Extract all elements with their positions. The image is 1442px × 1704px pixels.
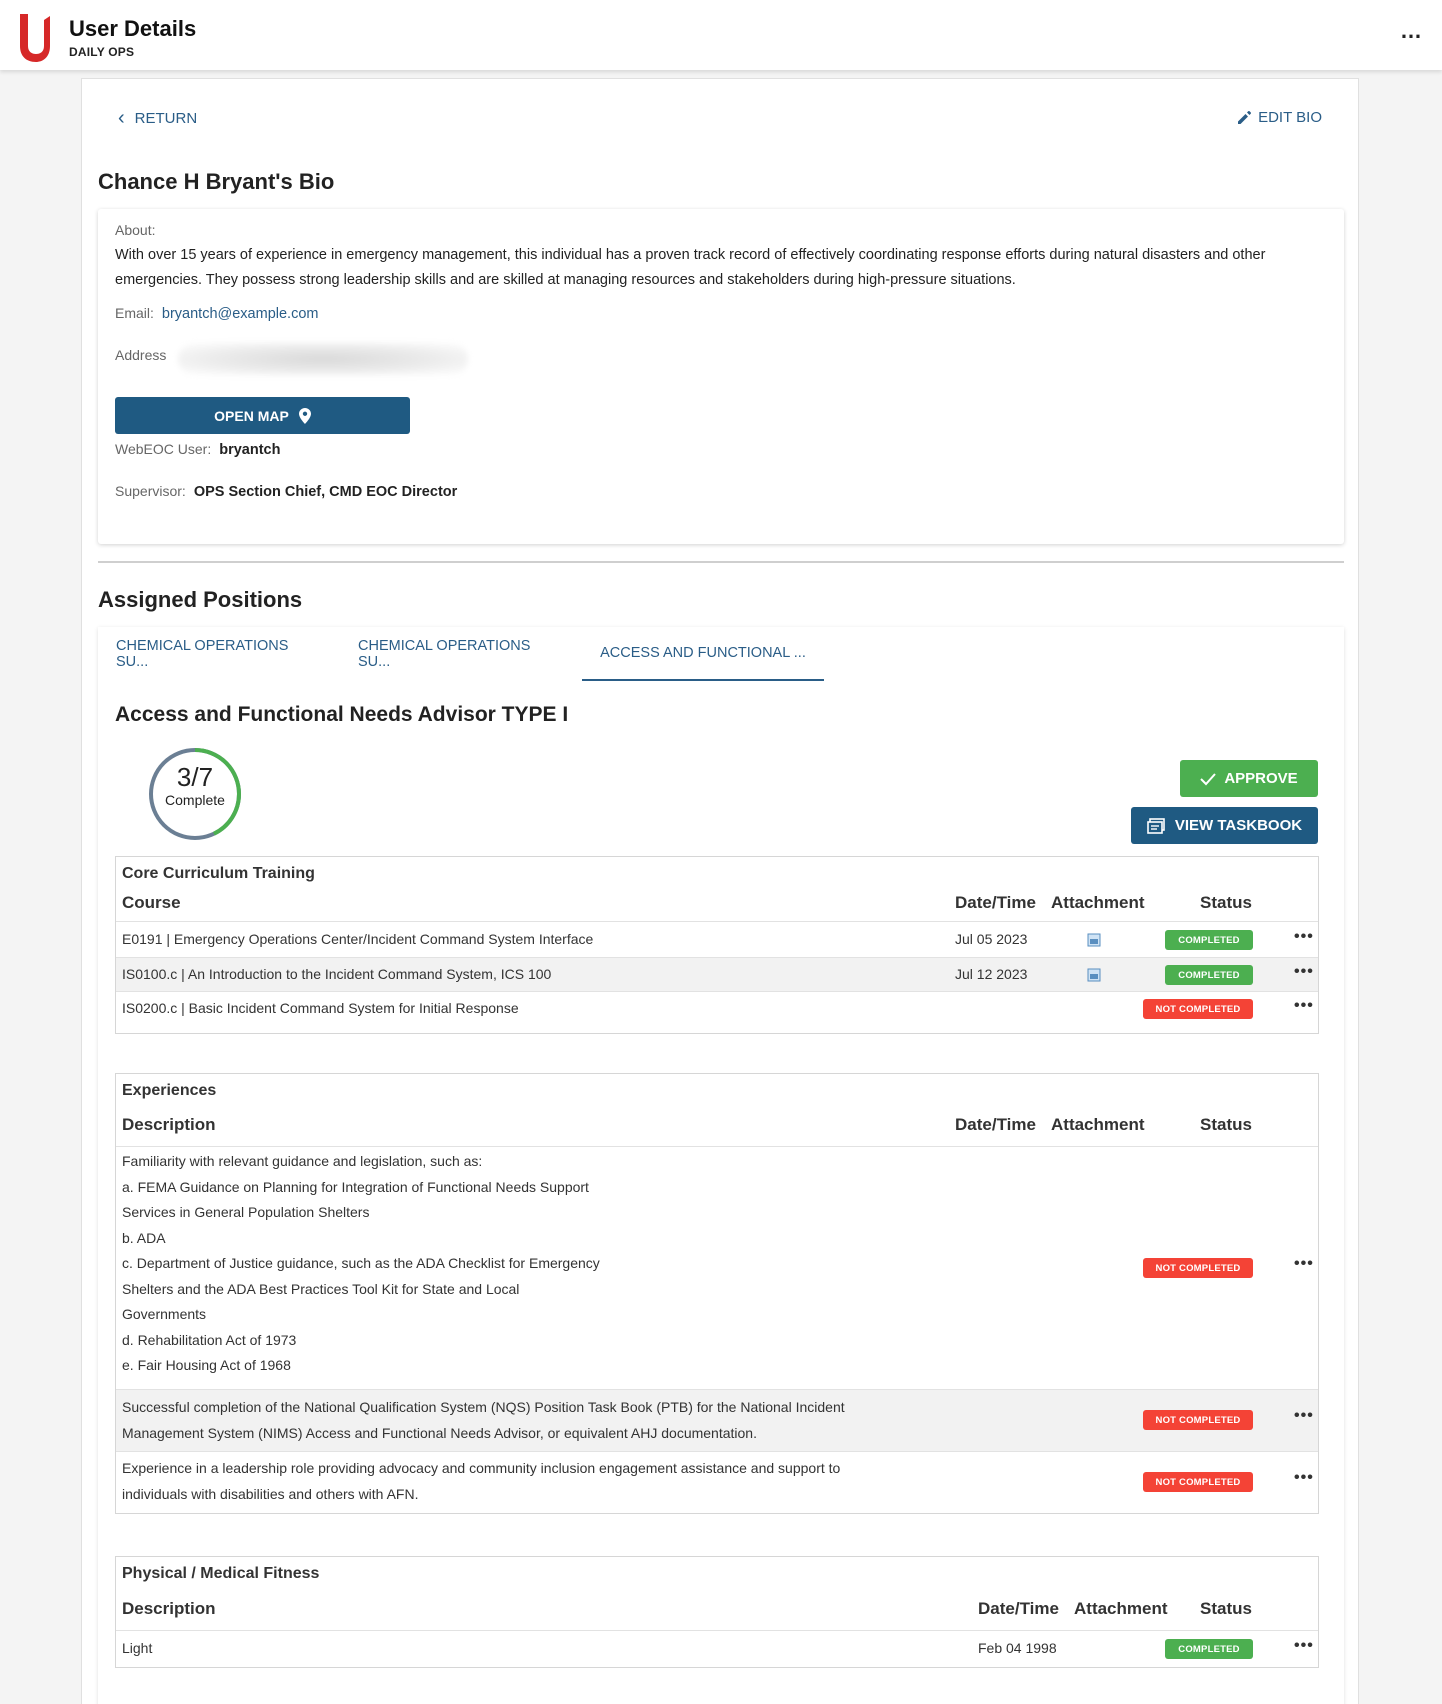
status-header: Status [1200, 1599, 1252, 1618]
taskbook-icon [1147, 818, 1165, 834]
table-row [116, 1146, 1318, 1389]
description-line: a. FEMA Guidance on Planning for Integration of Functional Needs Support [122, 1178, 589, 1195]
webeoc-value: bryantch [219, 442, 281, 458]
supervisor-label: Supervisor: [115, 483, 186, 499]
attachment-header: Attachment [1074, 1599, 1168, 1618]
experience-description [122, 1149, 600, 1379]
progress-fraction: 3/7 [176, 762, 214, 792]
row-menu-icon[interactable]: ••• [1294, 928, 1314, 945]
row-menu-icon[interactable]: ••• [1294, 1255, 1314, 1272]
row-menu-icon[interactable]: ••• [1294, 997, 1314, 1014]
attachment-header: Attachment [1051, 1115, 1145, 1134]
course-name: E0191 | Emergency Operations Center/Incident Command System Interface [122, 931, 594, 947]
attachment-icon[interactable] [1087, 968, 1101, 982]
table-row [116, 1630, 1318, 1667]
course-date: Jul 12 2023 [955, 966, 1028, 982]
description-line: Successful completion of the National Qualification System (NQS) Position Task Book (PTB) for the National Incident [122, 1399, 845, 1415]
view-taskbook-label: VIEW TASKBOOK [1174, 817, 1303, 834]
course-name: IS0100.c | An Introduction to the Incident Command System, ICS 100 [122, 966, 552, 982]
return-label: RETURN [134, 109, 198, 127]
pencil-icon [1236, 110, 1252, 126]
view-taskbook-button[interactable] [1131, 807, 1318, 844]
description-line: Familiarity with relevant guidance and legislation, such as: [122, 1153, 483, 1169]
attachment-header: Attachment [1051, 893, 1145, 912]
supervisor-row [115, 483, 457, 500]
date-header: Date/Time [978, 1599, 1059, 1618]
tab-access-and-functional[interactable]: ACCESS AND FUNCTIONAL ... [582, 627, 824, 681]
description-line: Experience in a leadership role providing advocacy and community inclusion engagement assistance and support to [122, 1460, 841, 1476]
date-header: Date/Time [955, 1115, 1036, 1134]
address-label: Address [115, 347, 167, 363]
experience-description [122, 1456, 840, 1507]
experiences-title: Experiences [122, 1082, 217, 1099]
attachment-icon[interactable] [1087, 933, 1101, 947]
table-row [116, 1451, 1318, 1513]
description-line: Governments [122, 1306, 207, 1322]
status-header: Status [1200, 1115, 1252, 1134]
app-bar [0, 0, 1442, 70]
edit-bio-label: EDIT BIO [1258, 109, 1322, 126]
description-line: d. Rehabilitation Act of 1973 [122, 1331, 297, 1348]
app-title: User Details [69, 16, 197, 41]
table-row [116, 1389, 1318, 1451]
table-row [116, 921, 1318, 957]
status-badge: COMPLETED [1165, 965, 1253, 985]
supervisor-value: OPS Section Chief, CMD EOC Director [193, 484, 458, 500]
description-line: Services in General Population Shelters [122, 1204, 370, 1220]
physical-fitness-title: Physical / Medical Fitness [122, 1565, 320, 1582]
date-header: Date/Time [955, 893, 1036, 912]
description-line: individuals with disabilities and others with AFN. [122, 1485, 419, 1502]
chevron-left-icon: ‹ [118, 107, 125, 129]
position-title: Access and Functional Needs Advisor TYPE I [115, 703, 569, 726]
about-label: About: [115, 222, 156, 238]
more-menu-icon[interactable]: … [1400, 18, 1422, 43]
fitness-date: Feb 04 1998 [978, 1640, 1057, 1656]
status-badge: NOT COMPLETED [1143, 1472, 1253, 1492]
row-menu-icon[interactable]: ••• [1294, 1469, 1314, 1486]
description-line: Shelters and the ADA Best Practices Tool Kit for State and Local [122, 1280, 520, 1297]
course-date: Jul 05 2023 [955, 931, 1028, 947]
tab-chemical-operations-2[interactable]: CHEMICAL OPERATIONS SU... [358, 638, 531, 670]
row-menu-icon[interactable]: ••• [1294, 1407, 1314, 1424]
about-text: With over 15 years of experience in emergency management, this individual has a proven track record of effectively coordinating response efforts during natural disasters and other emergencies. They possess strong leadership skills and are skilled at managing resources and stakeholders during high-pressure situations. [115, 247, 1266, 288]
status-badge: NOT COMPLETED [1143, 999, 1253, 1019]
description-line: c. Department of Justice guidance, such as the ADA Checklist for Emergency [122, 1255, 600, 1271]
experience-description [122, 1395, 845, 1446]
fitness-description: Light [122, 1640, 153, 1656]
email-link[interactable]: bryantch@example.com [161, 306, 319, 322]
table-row [116, 957, 1318, 991]
table-row [116, 991, 1318, 1027]
map-pin-icon [299, 408, 311, 424]
logo-icon [16, 12, 52, 64]
progress-text [145, 762, 245, 808]
app-subtitle: DAILY OPS [69, 45, 135, 59]
description-line: b. ADA [122, 1229, 166, 1246]
description-header: Description [122, 1599, 216, 1618]
experiences-table [115, 1073, 1319, 1514]
webeoc-row [115, 441, 280, 458]
email-row [115, 305, 318, 322]
row-menu-icon[interactable]: ••• [1294, 1637, 1314, 1654]
assigned-positions-title: Assigned Positions [98, 587, 303, 612]
physical-fitness-table [115, 1556, 1319, 1668]
status-badge: COMPLETED [1165, 1639, 1253, 1659]
positions-panel [98, 627, 1344, 1704]
webeoc-label: WebEOC User: [115, 441, 212, 457]
return-link[interactable] [118, 109, 197, 127]
status-header: Status [1200, 893, 1252, 912]
description-line: Management System (NIMS) Access and Functional Needs Advisor, or equivalent AHJ documentation. [122, 1424, 757, 1441]
row-menu-icon[interactable]: ••• [1294, 963, 1314, 980]
description-line: e. Fair Housing Act of 1968 [122, 1357, 291, 1373]
status-badge: NOT COMPLETED [1143, 1410, 1253, 1430]
section-divider [98, 561, 1344, 563]
address-redacted [178, 343, 468, 375]
core-curriculum-title: Core Curriculum Training [122, 865, 315, 882]
status-badge: COMPLETED [1165, 930, 1253, 950]
bio-title: Chance H Bryant's Bio [98, 169, 335, 194]
open-map-label: OPEN MAP [214, 407, 289, 424]
tab-chemical-operations-1[interactable]: CHEMICAL OPERATIONS SU... [116, 638, 289, 670]
approve-label: APPROVE [1224, 770, 1298, 787]
core-curriculum-table [115, 856, 1319, 1034]
position-tabs [98, 627, 824, 681]
user-details-card [81, 78, 1359, 1704]
email-label: Email: [115, 305, 154, 321]
status-badge: NOT COMPLETED [1143, 1258, 1253, 1278]
description-header: Description [122, 1115, 216, 1134]
open-map-button[interactable] [115, 397, 410, 434]
course-name: IS0200.c | Basic Incident Command System for Initial Response [122, 1000, 519, 1016]
check-icon [1200, 772, 1216, 786]
progress-label: Complete [165, 792, 225, 808]
approve-button[interactable] [1180, 760, 1318, 797]
address-row [115, 347, 166, 363]
edit-bio-button[interactable] [1236, 109, 1322, 126]
course-header: Course [122, 893, 181, 912]
bio-panel [98, 209, 1344, 544]
